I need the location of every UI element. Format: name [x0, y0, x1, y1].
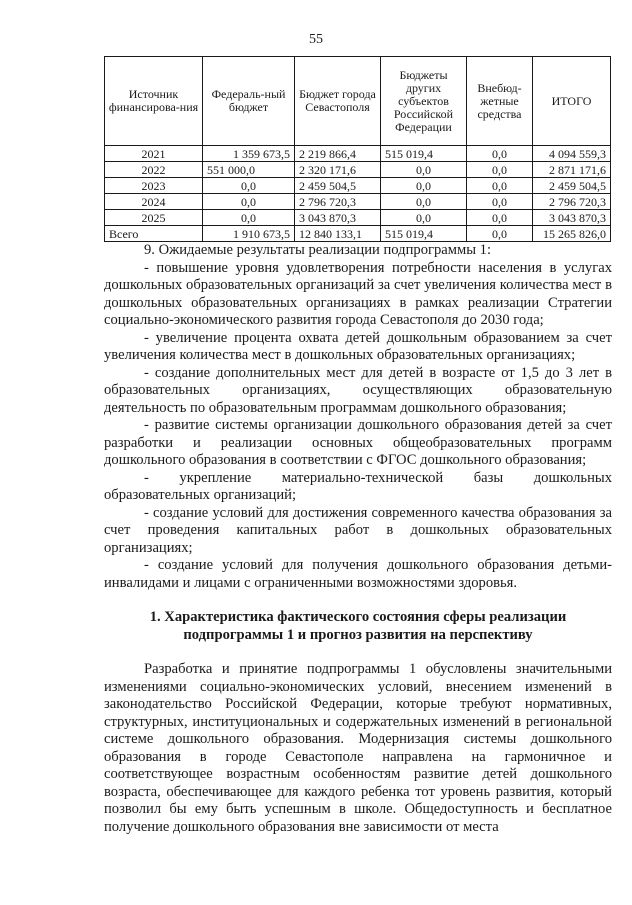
- table-cell: 0,0: [381, 178, 467, 194]
- page-number: 55: [309, 32, 323, 47]
- table-cell: 15 265 826,0: [533, 226, 611, 242]
- list-item: - создание условий для достижения современного качества образования за счет проведения капитальных работ в дошкольных образовательных организациях;: [104, 504, 612, 556]
- table-row: [105, 210, 611, 226]
- table-cell: 2 871 171,6: [533, 162, 611, 178]
- table-header-cell: Бюджет города Севастополя: [295, 57, 381, 146]
- table-cell: 2 459 504,5: [533, 178, 611, 194]
- financing-table: [104, 56, 611, 242]
- table-cell: 0,0: [467, 178, 533, 194]
- list-item: - развитие системы организации дошкольного образования детей за счет разработки и реализации основных общеобразовательных программ дошкольного образования в соответствии с ФГОС дошкольного образования;: [104, 417, 612, 468]
- table-cell: 2022: [105, 162, 203, 178]
- table-cell: 0,0: [203, 194, 295, 210]
- table-cell: 0,0: [467, 146, 533, 162]
- table-cell: 2 459 504,5: [295, 178, 381, 194]
- list-item: - создание условий для получения дошкольного образования детьми-инвалидами и лицами с ограниченными возможностями здоровья.: [104, 557, 612, 591]
- table-cell: Всего: [105, 226, 203, 242]
- list-item: - укрепление материально-технической базы дошкольных образовательных организаций;: [104, 469, 612, 503]
- table-header-cell: Внебюд-жетные средства: [467, 57, 533, 146]
- table-cell: 0,0: [467, 162, 533, 178]
- table-cell: 0,0: [467, 226, 533, 242]
- table-header-cell: Бюджеты других субъектов Российской Федерации: [381, 57, 467, 146]
- table-cell: 551 000,0: [203, 162, 295, 178]
- table-cell: 0,0: [381, 162, 467, 178]
- table-cell: 2 219 866,4: [295, 146, 381, 162]
- table-cell: 515 019,4: [381, 226, 467, 242]
- section-1-paragraph: Разработка и принятие подпрограммы 1 обусловлены значительными изменениями социально-экономических условий, внесением изменений в законодательство Российской Федерации, которые требуют нормативных, структурных, институциональных и содержательных изменений в региональной системе дошкольного образования. Модернизация системы дошкольного образования в городе Севастополе направлена на гармоничное и соответствующее возрастным особенностям развитие детей дошкольного возраста, обеспечивающее для каждого ребенка тот уровень развития, который позволил бы ему быть успешным в школе. Общедоступность и бесплатное получение дошкольного образования вне зависимости от места: [104, 661, 612, 835]
- section-1-heading: [104, 609, 612, 644]
- list-item: - повышение уровня удовлетворения потребности населения в услугах дошкольных образовательных организаций за счет увеличения количества мест в дошкольных образовательных организациях в рамках реализации Стратегии социально-экономического развития города Севастополя до 2030 года;: [104, 259, 612, 328]
- table-cell: 0,0: [381, 210, 467, 226]
- table-cell: 2 796 720,3: [295, 194, 381, 210]
- table-cell: 3 043 870,3: [533, 210, 611, 226]
- table-cell: 12 840 133,1: [295, 226, 381, 242]
- table-cell: 2025: [105, 210, 203, 226]
- table-header-row: [105, 57, 611, 146]
- table-row: [105, 194, 611, 210]
- table-cell: 4 094 559,3: [533, 146, 611, 162]
- table-cell: 0,0: [203, 210, 295, 226]
- section-1-heading-line-1: 1. Характеристика фактического состояния сферы реализации: [149, 609, 567, 625]
- document-body: [104, 242, 612, 836]
- table-cell: 2 796 720,3: [533, 194, 611, 210]
- table-total-row: [105, 226, 611, 242]
- section-1-heading-line-2: подпрограммы 1 и прогноз развития на перспективу: [183, 626, 533, 643]
- list-item: - увеличение процента охвата детей дошкольным образованием за счет увеличения количества мест в дошкольных образовательных организациях;: [104, 329, 612, 363]
- table-header-cell: Федераль-ный бюджет: [203, 57, 295, 146]
- table-row: [105, 146, 611, 162]
- table-cell: 2024: [105, 194, 203, 210]
- table-header-cell: Источник финансирова-ния: [105, 57, 203, 146]
- list-item: - создание дополнительных мест для детей в возрасте от 1,5 до 3 лет в образовательных организациях, осуществляющих образовательную деятельность по образовательным программам дошкольного образования;: [104, 364, 612, 416]
- table-row: [105, 178, 611, 194]
- table-row: [105, 162, 611, 178]
- table-header-cell: ИТОГО: [533, 57, 611, 146]
- table-cell: 0,0: [203, 178, 295, 194]
- table-cell: 3 043 870,3: [295, 210, 381, 226]
- table-cell: 1 910 673,5: [203, 226, 295, 242]
- section-9-heading: 9. Ожидаемые результаты реализации подпрограммы 1:: [144, 242, 492, 258]
- table-cell: 0,0: [467, 210, 533, 226]
- table-cell: 2021: [105, 146, 203, 162]
- table-cell: 2 320 171,6: [295, 162, 381, 178]
- table-cell: 0,0: [467, 194, 533, 210]
- table-cell: 515 019,4: [381, 146, 467, 162]
- table-cell: 0,0: [381, 194, 467, 210]
- table-cell: 1 359 673,5: [203, 146, 295, 162]
- table-cell: 2023: [105, 178, 203, 194]
